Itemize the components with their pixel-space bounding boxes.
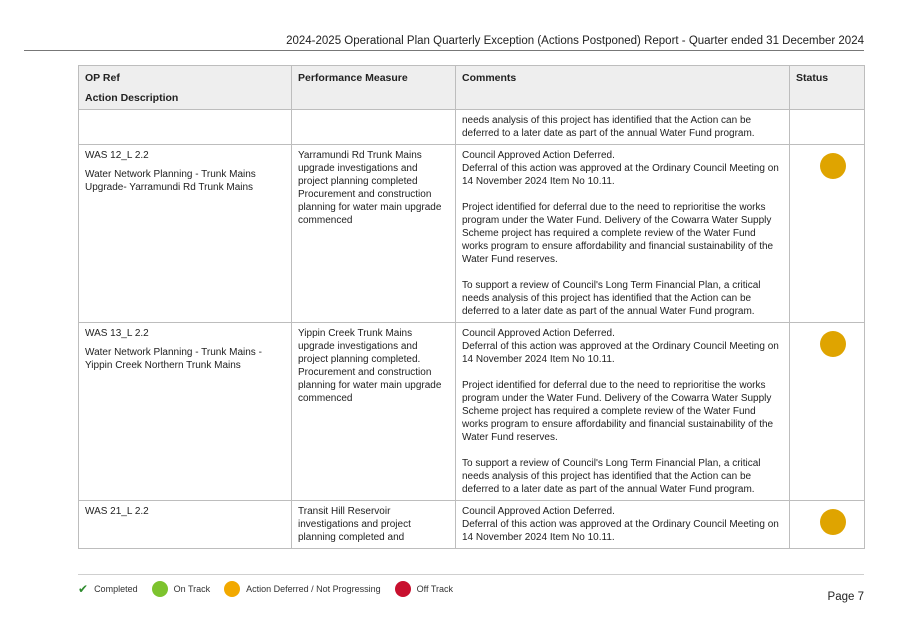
comment-approval: Deferral of this action was approved at the Ordinary Council Meeting on 14 November 2024 Item No 10.11. xyxy=(462,519,779,543)
comments-cell xyxy=(456,323,790,501)
legend-item-completed xyxy=(78,582,138,596)
comments-cell xyxy=(456,145,790,323)
comment-reason: Project identified for deferral due to the need to reprioritise the works program under the Water Fund. Delivery of the Cowarra Water Supply Scheme project has required a complete review of the Water Fund works program to ensure affordability and financial sustainability of the Water Fund reserves. xyxy=(462,202,774,265)
comment-approval: Deferral of this action was approved at the Ordinary Council Meeting on 14 November 2024 Item No 10.11. xyxy=(462,163,779,187)
exception-report-table xyxy=(78,65,865,549)
amber-circle-icon xyxy=(224,581,240,597)
status-cell xyxy=(790,145,865,323)
performance-measure-cell: Yippin Creek Trunk Mains upgrade investigations and project planning completed. Procurement and construction planning for water main upgrade commenced xyxy=(292,323,456,501)
op-ref: WAS 13_L 2.2 xyxy=(85,328,149,339)
legend-label: On Track xyxy=(173,584,211,594)
legend-item-off-track xyxy=(395,581,453,597)
status-deferred-indicator xyxy=(820,153,846,179)
action-description: Water Network Planning - Trunk Mains - Yippin Creek Northern Trunk Mains xyxy=(85,347,262,371)
table-row xyxy=(79,323,865,501)
table-row-continued xyxy=(79,110,865,145)
status-cell xyxy=(790,501,865,549)
report-header-title: 2024-2025 Operational Plan Quarterly Exception (Actions Postponed) Report - Quarter ended 31 December 2024 xyxy=(286,35,864,47)
op-ref: WAS 12_L 2.2 xyxy=(85,150,149,161)
comments-cell xyxy=(456,501,790,549)
comment-review: To support a review of Council's Long Term Financial Plan, a critical needs analysis of this project has identified that the Action can be deferred to a later date as part of the annual Water Fund program. xyxy=(462,458,761,495)
legend-label: Completed xyxy=(94,584,138,594)
table-header-row xyxy=(79,66,865,110)
status-cell xyxy=(790,323,865,501)
status-cell xyxy=(790,110,865,145)
column-header-status: Status xyxy=(790,66,865,110)
performance-measure-cell: Yarramundi Rd Trunk Mains upgrade investigations and project planning completed Procurement and construction planning for water main upgrade commenced xyxy=(292,145,456,323)
legend-item-on-track xyxy=(152,581,211,597)
comment-approval: Deferral of this action was approved at the Ordinary Council Meeting on 14 November 2024 Item No 10.11. xyxy=(462,341,779,365)
op-ref-cell xyxy=(79,501,292,549)
performance-measure-cell xyxy=(292,110,456,145)
comment-reason: Project identified for deferral due to the need to reprioritise the works program under the Water Fund. Delivery of the Cowarra Water Supply Scheme project has required a complete review of the Water Fund works program to ensure affordability and financial sustainability of the Water Fund reserves. xyxy=(462,380,774,443)
op-ref-cell xyxy=(79,110,292,145)
comment-review: To support a review of Council's Long Term Financial Plan, a critical needs analysis of this project has identified that the Action can be deferred to a later date as part of the annual Water Fund program. xyxy=(462,280,761,317)
performance-measure-cell: Transit Hill Reservoir investigations and project planning completed and xyxy=(292,501,456,549)
action-description: Water Network Planning - Trunk Mains Upgrade- Yarramundi Rd Trunk Mains xyxy=(85,169,256,193)
status-deferred-indicator xyxy=(820,331,846,357)
op-ref-cell xyxy=(79,323,292,501)
header-divider xyxy=(24,50,864,51)
table-row xyxy=(79,501,865,549)
column-header-comments: Comments xyxy=(456,66,790,110)
column-header-op-ref-label: OP Ref xyxy=(85,72,120,84)
check-icon: ✔ xyxy=(78,582,89,596)
red-circle-icon xyxy=(395,581,411,597)
status-legend xyxy=(78,574,864,597)
column-header-performance-measure: Performance Measure xyxy=(292,66,456,110)
legend-label: Action Deferred / Not Progressing xyxy=(246,584,381,594)
page-number: Page 7 xyxy=(827,591,864,603)
comment-status-line: Council Approved Action Deferred. xyxy=(462,328,615,339)
legend-item-deferred xyxy=(224,581,381,597)
legend-label: Off Track xyxy=(416,584,454,594)
op-ref-cell xyxy=(79,145,292,323)
comments-cell: needs analysis of this project has identified that the Action can be deferred to a later date as part of the annual Water Fund program. xyxy=(456,110,790,145)
column-header-action-description: Action Description xyxy=(85,92,179,104)
column-header-op-ref xyxy=(79,66,292,110)
table-row xyxy=(79,145,865,323)
comment-status-line: Council Approved Action Deferred. xyxy=(462,506,615,517)
comment-status-line: Council Approved Action Deferred. xyxy=(462,150,615,161)
status-deferred-indicator xyxy=(820,509,846,535)
op-ref: WAS 21_L 2.2 xyxy=(85,506,149,517)
green-circle-icon xyxy=(152,581,168,597)
